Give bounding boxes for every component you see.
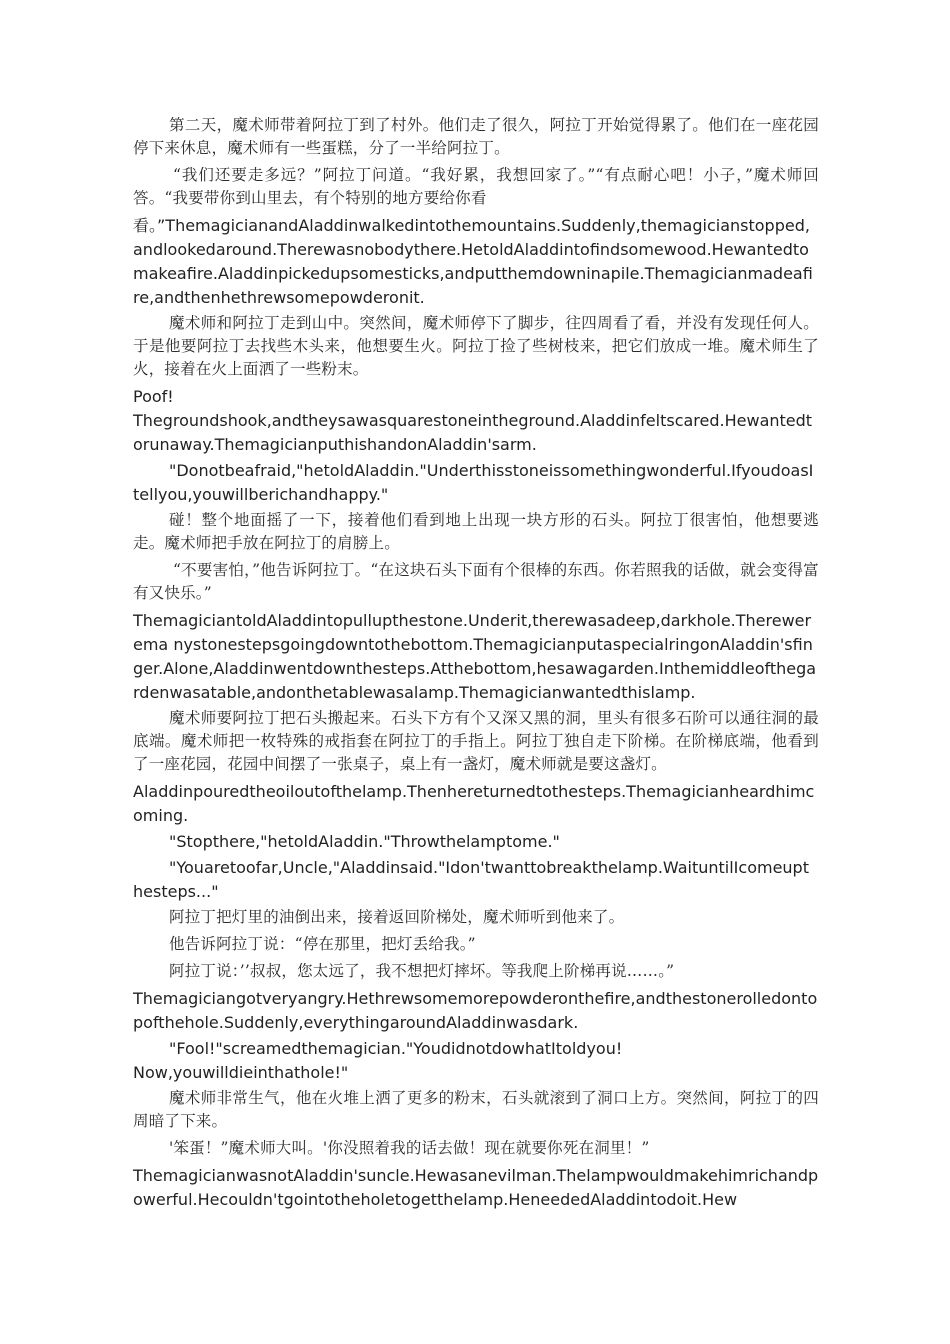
paragraph-zh: 魔术师非常生气，他在火堆上洒了更多的粉末，石头就滚到了洞口上方。突然间，阿拉丁的四周暗了下来。 <box>133 1089 819 1130</box>
paragraph-zh: 魔术师要阿拉丁把石头搬起来。石头下方有个又深又黑的洞，里头有很多石阶可以通往洞的最底端。魔术师把一枚特殊的戒指套在阿拉丁的手指上。阿拉丁独自走下阶梯。在阶梯底端，他看到了一座花园，花园中间摆了一张桌子，桌上有一盏灯，魔术师就是要这盏灯。 <box>133 709 819 773</box>
paragraph-en: "Youaretoofar,Uncle,"Aladdinsaid."Idon'twanttobreakthelamp.WaituntilIcomeupthesteps..." <box>133 858 809 901</box>
paragraph-en: Aladdinpouredtheoiloutofthelamp.Thenhereturnedtothesteps.Themagicianheardhimcoming. <box>133 782 815 825</box>
document-body <box>133 114 819 1214</box>
paragraph-zh: 魔术师和阿拉丁走到山中。突然间，魔术师停下了脚步，往四周看了看，并没有发现任何人。于是他要阿拉丁去找些木头来，他想要生火。阿拉丁捡了些树枝来，把它们放成一堆。魔术师生了火，接着在火上面洒了一些粉末。 <box>133 314 819 378</box>
paragraph-zh: 第二天，魔术师带着阿拉丁到了村外。他们走了很久，阿拉丁开始觉得累了。他们在一座花园停下来休息，魔术师有一些蛋糕，分了一半给阿拉丁。 <box>133 116 819 157</box>
paragraph-en: "Donotbeafraid,"hetoldAladdin."Underthisstoneissomethingwonderful.IfyoudoasItellyou,youwillberichandhappy." <box>133 461 814 504</box>
paragraph-zh: “不要害怕，”他告诉阿拉丁。“在这块石头下面有个很棒的东西。你若照我的话做，就会变得富有又快乐。” <box>133 561 819 602</box>
paragraph-en: Poof! <box>133 387 174 406</box>
paragraph-en: 看。”ThemagicianandAladdinwalkedintothemountains.Suddenly,themagicianstopped,andlookedaround.Therewasnobodythere.HetoldAladdintofindsomewood.Hewantedtomakeafire.Aladdinpickedupsomesticks,andputthemdowninapile.Themagicianmadeafire,andthenhethrewsomepowderonit. <box>133 216 813 307</box>
paragraph-en: ThemagicianwasnotAladdin'suncle.Hewasanevilman.Thelampwouldmakehimrichandpowerful.Hecouldn'tgointotheholetogetthelamp.HeneededAladdintodoit.Hew <box>133 1166 819 1209</box>
paragraph-zh: 碰！整个地面摇了一下，接着他们看到地上出现一块方形的石头。阿拉丁很害怕，他想要逃走。魔术师把手放在阿拉丁的肩膀上。 <box>133 511 819 552</box>
paragraph-zh: “我们还要走多远？”阿拉丁问道。“我好累，我想回家了。”“有点耐心吧！小子，”魔术师回答。“我要带你到山里去，有个特别的地方要给你看 <box>133 166 819 207</box>
paragraph-zh: 阿拉丁说：’’叔叔，您太远了，我不想把灯摔坏。等我爬上阶梯再说……。” <box>169 962 675 980</box>
paragraph-en: Thegroundshook,andtheysawasquarestoneintheground.Aladdinfeltscared.Hewantedtorunaway.ThemagicianputhishandonAladdin'sarm. <box>133 411 813 454</box>
paragraph-zh: 阿拉丁把灯里的油倒出来，接着返回阶梯处，魔术师听到他来了。 <box>169 908 625 926</box>
paragraph-en: "Fool!"screamedthemagician."YoudidnotdowhatItoldyou! Now,youwilldieinthathole!" <box>133 1039 623 1082</box>
paragraph-en: Themagiciangotveryangry.Hethrewsomemorepowderonthefire,andthestonerolledontopofthehole.Suddenly,everythingaroundAladdinwasdark. <box>133 989 818 1032</box>
paragraph-en: ThemagiciantoldAladdintopullupthestone.Underit,therewasadeep,darkhole.Therewerema nystonestepsgoingdowntothebottom.ThemagicianputaspecialringonAladdin'sfinger.Alone,Aladdinwentdownthesteps.Atthebottom,hesawagarden.Inthemiddleofthegardenwasatable,andonthetablewasalamp.Themagicianwantedthislamp. <box>133 611 817 702</box>
paragraph-zh: '笨蛋！”魔术师大叫。'你没照着我的话去做！现在就要你死在洞里！” <box>169 1139 650 1157</box>
paragraph-zh: 他告诉阿拉丁说：“停在那里，把灯丢给我。” <box>169 935 476 953</box>
paragraph-en: "Stopthere,"hetoldAladdin."Throwthelamptome." <box>169 832 560 851</box>
